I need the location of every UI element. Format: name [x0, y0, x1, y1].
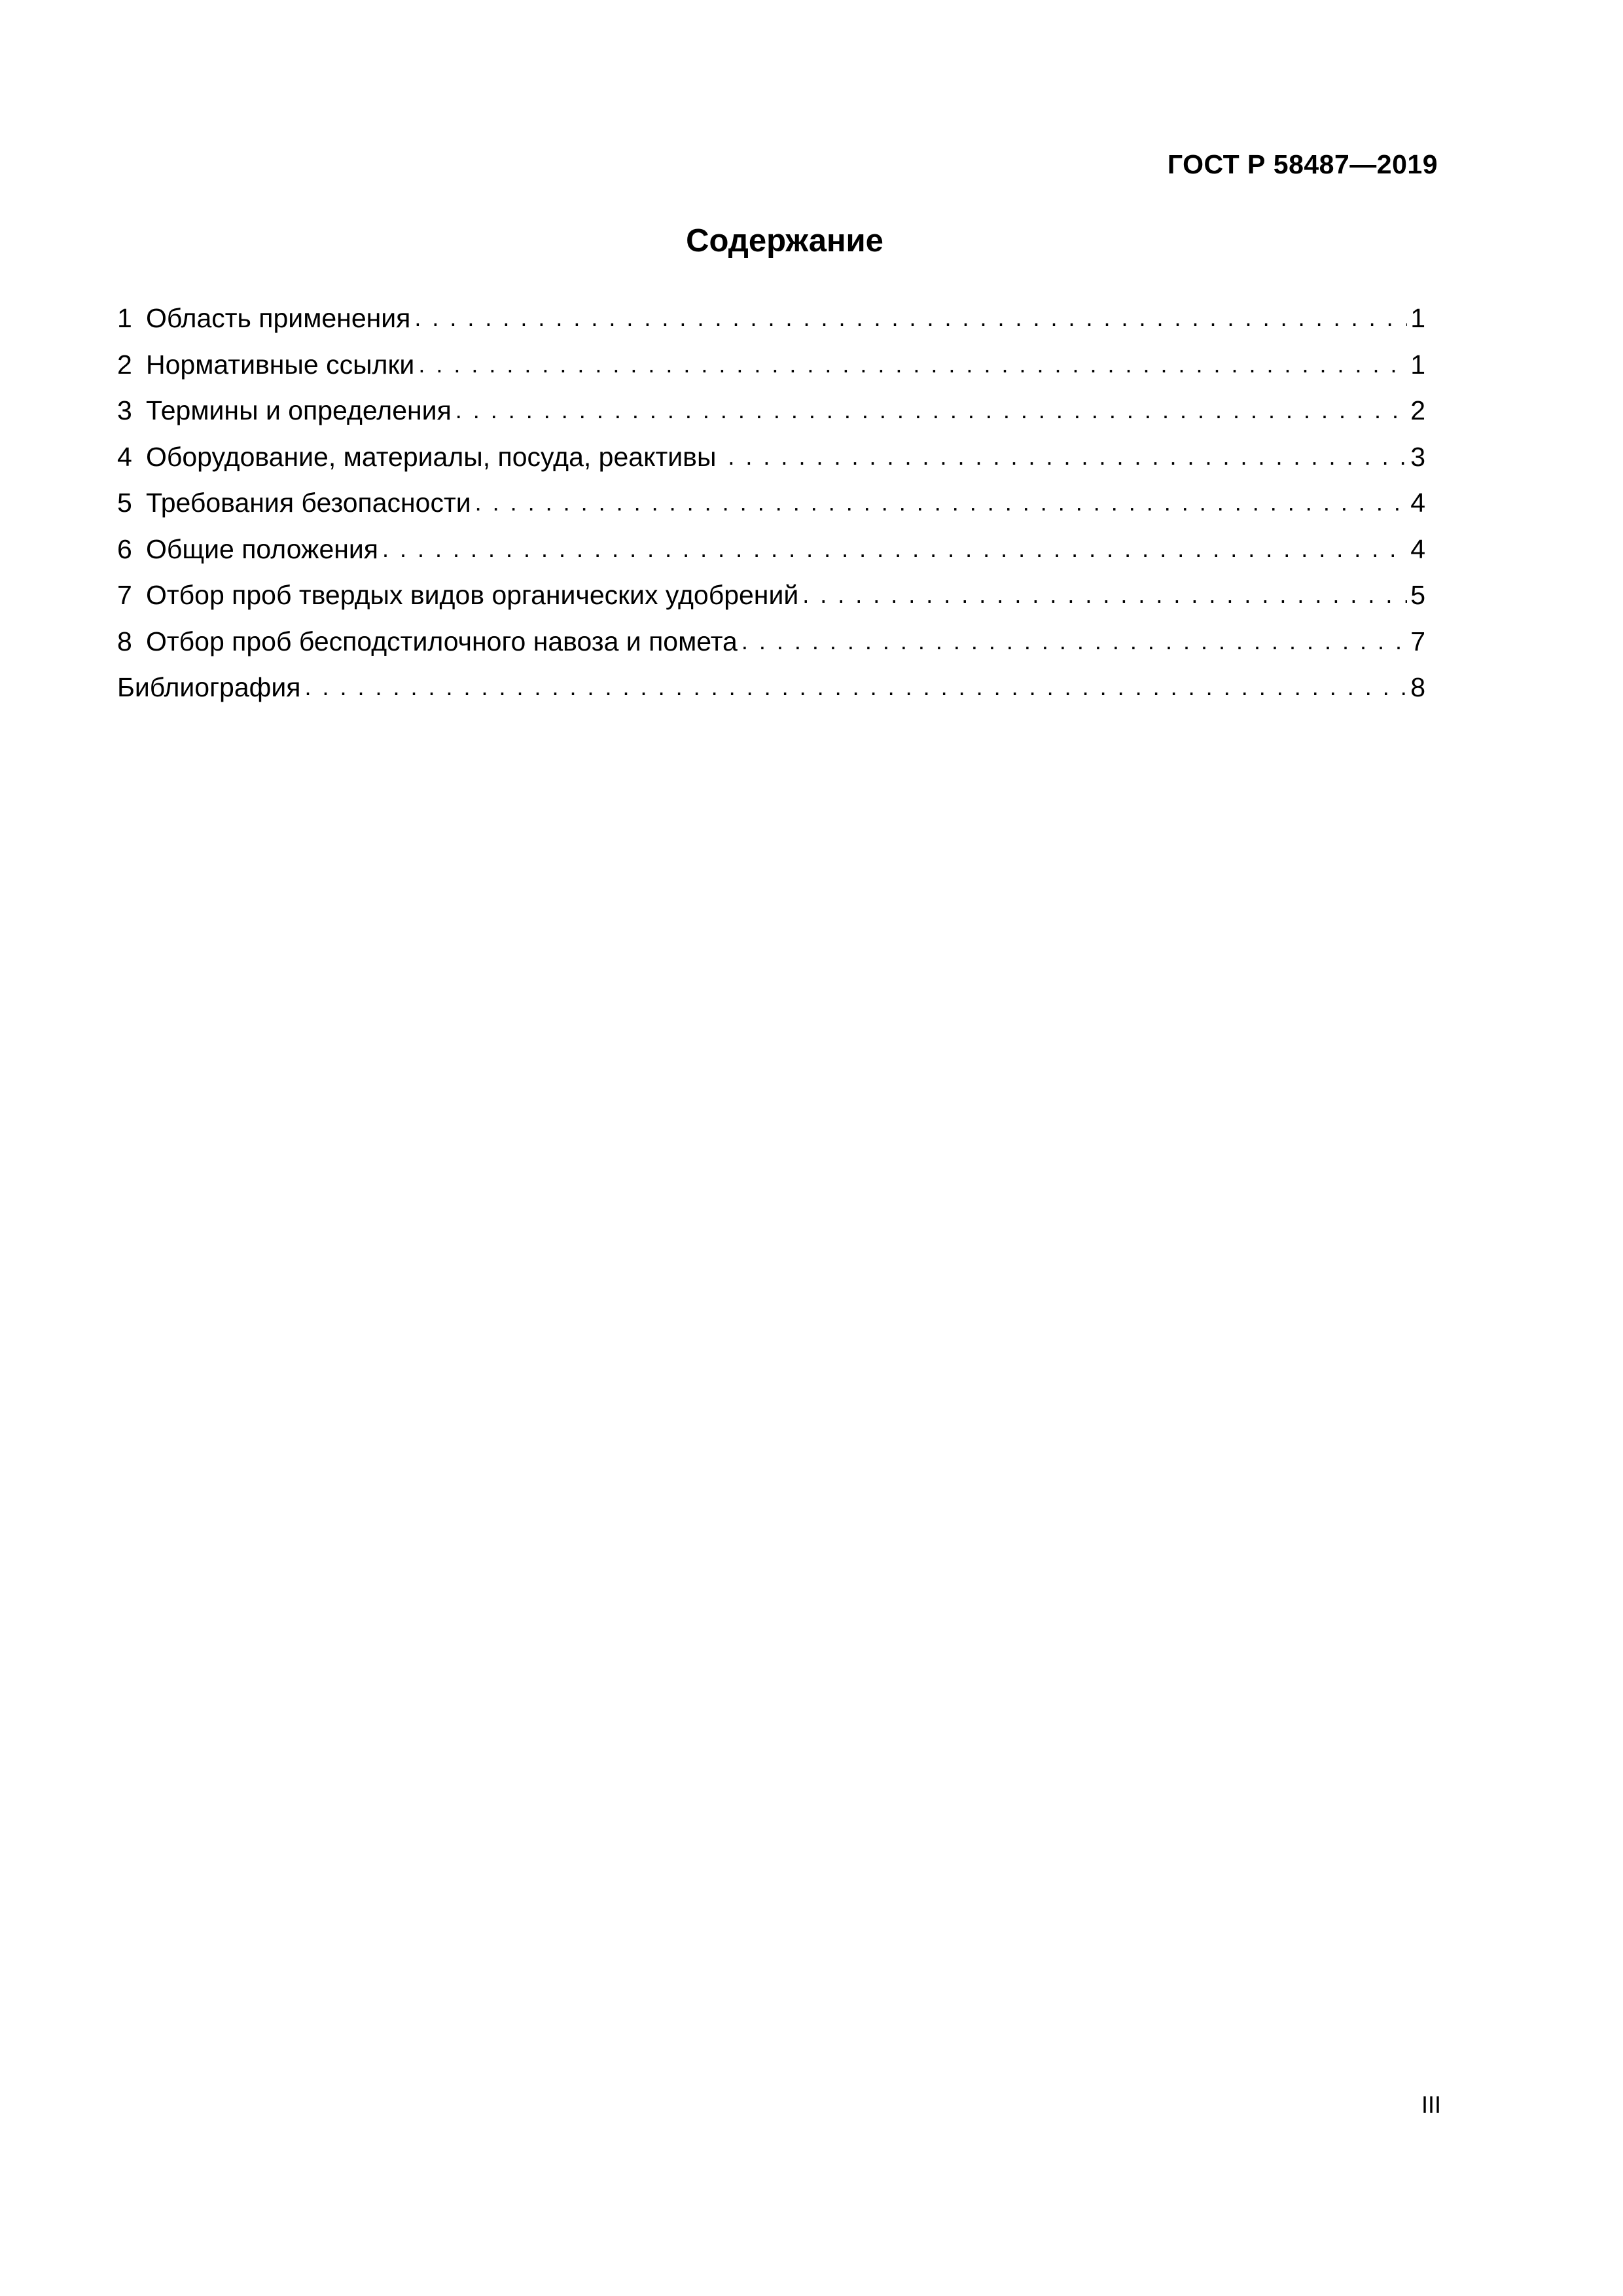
toc-entry-number: 7: [117, 580, 132, 610]
toc-leader-dots: [414, 300, 1407, 335]
toc-entry-number: 3: [117, 395, 132, 425]
toc-leader-dots: [802, 577, 1407, 612]
toc-entry-safety[interactable]: [117, 486, 1425, 532]
toc-entry-number: 4: [117, 441, 132, 472]
toc-entry-title: Термины и определения: [146, 395, 452, 425]
toc-entry-normative-references[interactable]: [117, 348, 1425, 394]
toc-entry-number: 8: [117, 626, 132, 656]
toc-leader-dots: [455, 392, 1407, 427]
toc-entry-number: 5: [117, 488, 132, 518]
toc-entry-number: 2: [117, 349, 132, 380]
toc-leader-dots: [741, 623, 1407, 658]
toc-entry-title: Отбор проб бесподстилочного навоза и помета: [146, 626, 738, 656]
toc-entry-manure-sampling[interactable]: [117, 624, 1425, 671]
toc-entry-page: 5: [1410, 580, 1425, 610]
toc-entry-page: 1: [1410, 303, 1425, 333]
toc-entry-number: 1: [117, 303, 132, 333]
toc-entry-page: 4: [1410, 533, 1425, 564]
toc-entry-title: Нормативные ссылки: [146, 349, 415, 380]
toc-entry-title: Область применения: [146, 303, 411, 333]
toc-leader-dots: [304, 669, 1407, 704]
toc-entry-title: Требования безопасности: [146, 488, 471, 518]
toc-leader-dots: [418, 346, 1407, 382]
toc-entry-page: 8: [1410, 672, 1425, 702]
toc-entry-page: 4: [1410, 488, 1425, 518]
toc-entry-title: Отбор проб твердых видов органических удобрений: [146, 580, 799, 610]
toc-entry-terms[interactable]: [117, 393, 1425, 440]
document-code: ГОСТ Р 58487—2019: [1167, 149, 1438, 179]
toc-heading: Содержание: [686, 223, 883, 259]
page-number: III: [1421, 2091, 1441, 2118]
toc-entry-equipment[interactable]: [117, 440, 1425, 486]
toc-entry-solid-sampling[interactable]: [117, 578, 1425, 624]
toc-entry-scope[interactable]: [117, 301, 1425, 348]
toc-entry-number: 6: [117, 533, 132, 564]
table-of-contents: [117, 301, 1425, 717]
toc-entry-page: 7: [1410, 626, 1425, 656]
toc-entry-general[interactable]: [117, 532, 1425, 579]
toc-entry-page: 2: [1410, 395, 1425, 425]
toc-entry-page: 3: [1410, 441, 1425, 472]
toc-leader-dots: [475, 484, 1407, 520]
toc-leader-dots: [382, 531, 1407, 566]
toc-entry-title: Оборудование, материалы, посуда, реактивы: [146, 441, 717, 472]
toc-entry-page: 1: [1410, 349, 1425, 380]
toc-leader-dots: [728, 439, 1407, 474]
toc-entry-title: Библиография: [117, 672, 301, 702]
toc-entry-bibliography[interactable]: [117, 670, 1425, 717]
toc-entry-title: Общие положения: [146, 533, 379, 564]
